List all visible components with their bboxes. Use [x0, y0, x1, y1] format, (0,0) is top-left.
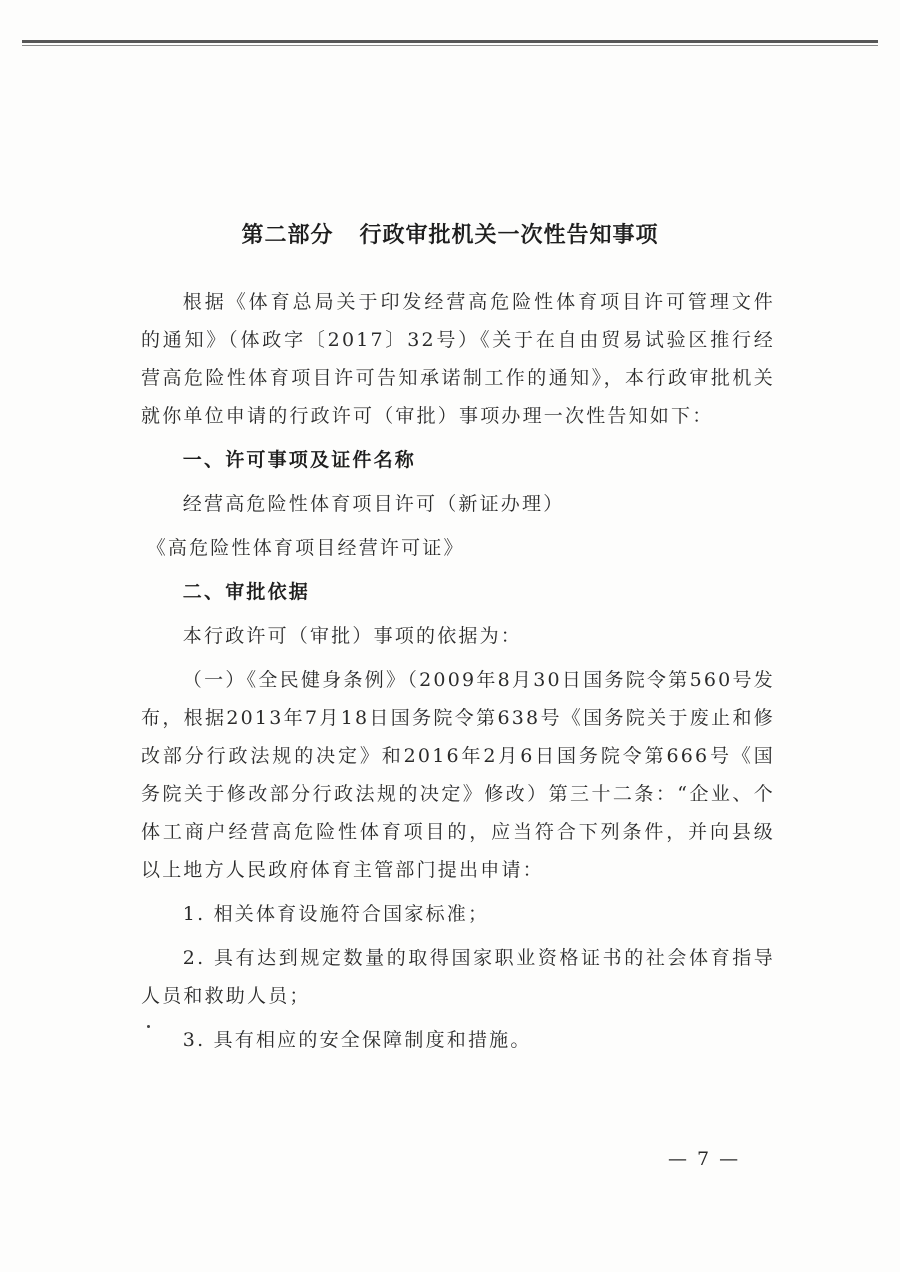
header-rule-thin — [22, 45, 878, 46]
certificate-name: 《高危险性体育项目经营许可证》 — [146, 537, 465, 559]
section-title-text: 行政审批机关一次性告知事项 — [359, 223, 659, 248]
section-title — [0, 218, 900, 249]
basis-intro: 本行政许可（审批）事项的依据为： — [182, 625, 522, 647]
condition-1: 1. 相关体育设施符合国家标准； — [182, 903, 490, 925]
body-text — [141, 283, 775, 1059]
scan-speck — [147, 1025, 150, 1028]
intro-paragraph: 根据《体育总局关于印发经营高危险性体育项目许可管理文件的通知》（体政字〔2017〕32号）《关于在自由贸易试验区推行经营高危险性体育项目许可告知承诺制工作的通知》，本行政审批机关就你单位申请的行政许可（审批）事项办理一次性告知如下： — [141, 291, 775, 427]
condition-3: 3. 具有相应的安全保障制度和措施。 — [182, 1029, 532, 1051]
section-title-part: 第二部分 — [241, 223, 334, 248]
heading-approval-basis: 二、审批依据 — [182, 581, 310, 603]
page-number: — 7 — — [668, 1148, 741, 1170]
header-rule — [22, 40, 878, 43]
heading-license-name: 一、许可事项及证件名称 — [182, 449, 416, 471]
license-name: 经营高危险性体育项目许可（新证办理） — [182, 493, 565, 515]
condition-2: 2. 具有达到规定数量的取得国家职业资格证书的社会体育指导人员和救助人员； — [141, 947, 775, 1007]
basis-regulation: （一）《全民健身条例》（2009年8月30日国务院令第560号发布，根据2013年7月18日国务院令第638号《国务院关于废止和修改部分行政法规的决定》和2016年2月6日国务院令第666号《国务院关于修改部分行政法规的决定》修改）第三十二条：“企业、个体工商户经营高危险性体育项目的，应当符合下列条件，并向县级以上地方人民政府体育主管部门提出申请： — [141, 669, 775, 881]
